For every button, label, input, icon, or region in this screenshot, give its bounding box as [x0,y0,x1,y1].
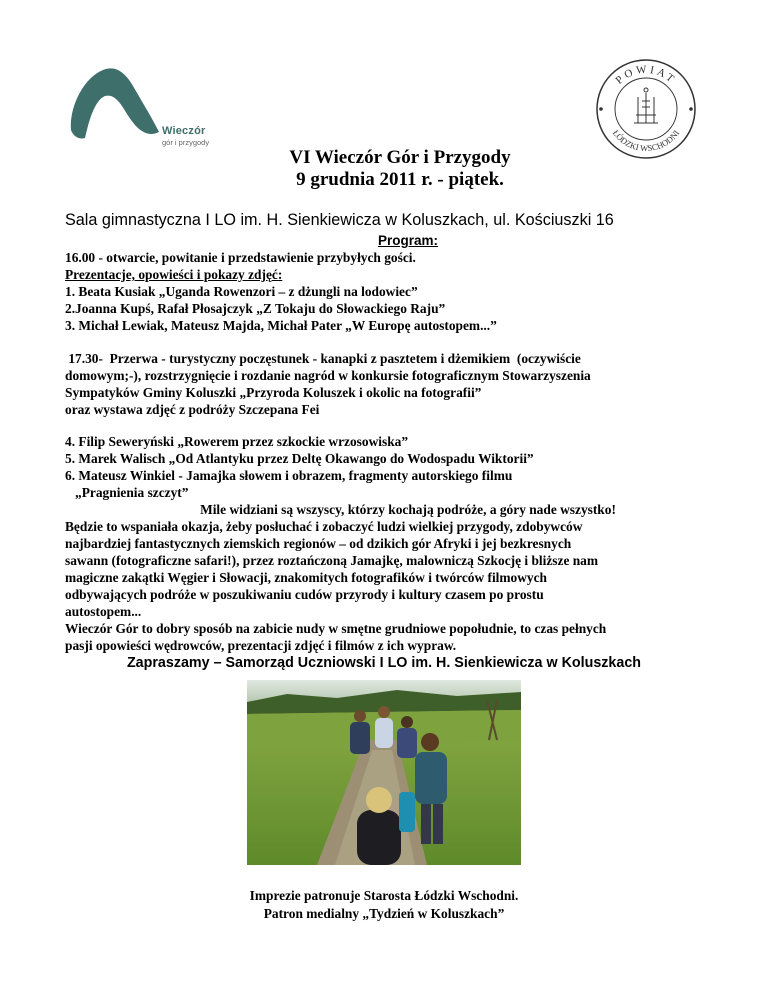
program-item: 1. Beata Kusiak „Uganda Rowenzori – z dżungli na lodowiec” [65,284,418,299]
description-line: odbywających podróże w poszukiwaniu cudów przyrody i kultury czasem po prostu [65,587,544,602]
logo-tagline: gór i przygody [162,138,210,147]
program-item: „Pragnienia szczyt” [65,485,189,500]
seal-top-text: POWIAT [613,63,679,87]
program-opening: 16.00 - otwarcie, powitanie i przedstawienie przybyłych gości. [65,250,416,265]
invitation-line: Zapraszamy – Samorząd Uczniowski I LO im. H. Sienkiewicza w Koluszkach [126,655,642,671]
patron-line: Imprezie patronuje Starosta Łódzki Wschodni. [249,888,519,903]
program-item: 5. Marek Walisch „Od Atlantyku przez Deltę Okawango do Wodospadu Wiktorii” [65,451,534,466]
description-line: autostopem... [65,604,142,619]
break-line: Sympatyków Gminy Koluszki „Przyroda Koluszek i okolic na fotografii” [65,385,482,400]
program-heading: Program: [377,233,438,248]
event-logo [65,58,215,150]
description-line: Wieczór Gór to dobry sposób na zabicie nudy w smętne grudniowe popołudnie, to czas pełnych [65,621,607,636]
logo-brand-text: Wieczór [162,125,206,137]
event-date: 9 grudnia 2011 r. - piątek. [296,169,504,190]
county-seal [594,57,698,161]
seal-bottom-text: ŁÓDZKI WSCHODNI [610,128,682,154]
mountain-logo-icon [65,58,165,140]
break-line: domowym;-), rozstrzygnięcie i rozdanie nagród w konkursie fotograficznym Stowarzyszenia [65,368,591,383]
break-line: oraz wystawa zdjęć z podróży Szczepana Fei [65,402,320,417]
hikers-photo [247,680,521,865]
description-line: sawann (fotograficzne safari!), przez roztańczoną Jamajkę, malowniczą Szkocję i bliższe nam [65,553,599,568]
description-line: magiczne zakątki Węgier i Słowacji, znakomitych fotografików i twórców filmowych [65,570,547,585]
presentations-heading: Prezentacje, opowieści i pokazy zdjęć: [65,267,283,282]
svg-text:POWIAT [613,64,678,87]
media-patron-line: Patron medialny „Tydzień w Koluszkach” [263,906,505,921]
welcome-line: Mile widziani są wszyscy, którzy kochają podróże, a góry nade wszystko! [200,502,616,517]
program-item: 6. Mateusz Winkiel - Jamajka słowem i obrazem, fragmenty autorskiego filmu [65,468,513,483]
description-line: pasji opowieści wędrowców, prezentacji zdjęć i filmów z ich wypraw. [65,638,457,653]
program-item: 4. Filip Seweryński „Rowerem przez szkockie wrzosowiska” [65,434,409,449]
program-item: 2.Joanna Kupś, Rafał Płosajczyk „Z Tokaju do Słowackiego Raju” [65,301,446,316]
description-line: najbardziej fantastycznych ziemskich regionów – od dzikich gór Afryki i jej bezkresnych [65,536,572,551]
event-title: VI Wieczór Gór i Przygody [289,147,511,168]
venue-line: Sala gimnastyczna I LO im. H. Sienkiewicza w Koluszkach, ul. Kościuszki 16 [65,211,614,229]
program-item: 3. Michał Lewiak, Mateusz Majda, Michał Pater „W Europę autostopem...” [65,318,497,333]
seal-emblem-icon [594,57,698,161]
break-line: 17.30- Przerwa - turystyczny poczęstunek - kanapki z pasztetem i dżemikiem (oczywiście [65,351,581,366]
description-line: Będzie to wspaniała okazja, żeby posłuchać i zobaczyć ludzi wielkiej przygody, zdobywców [65,519,583,534]
